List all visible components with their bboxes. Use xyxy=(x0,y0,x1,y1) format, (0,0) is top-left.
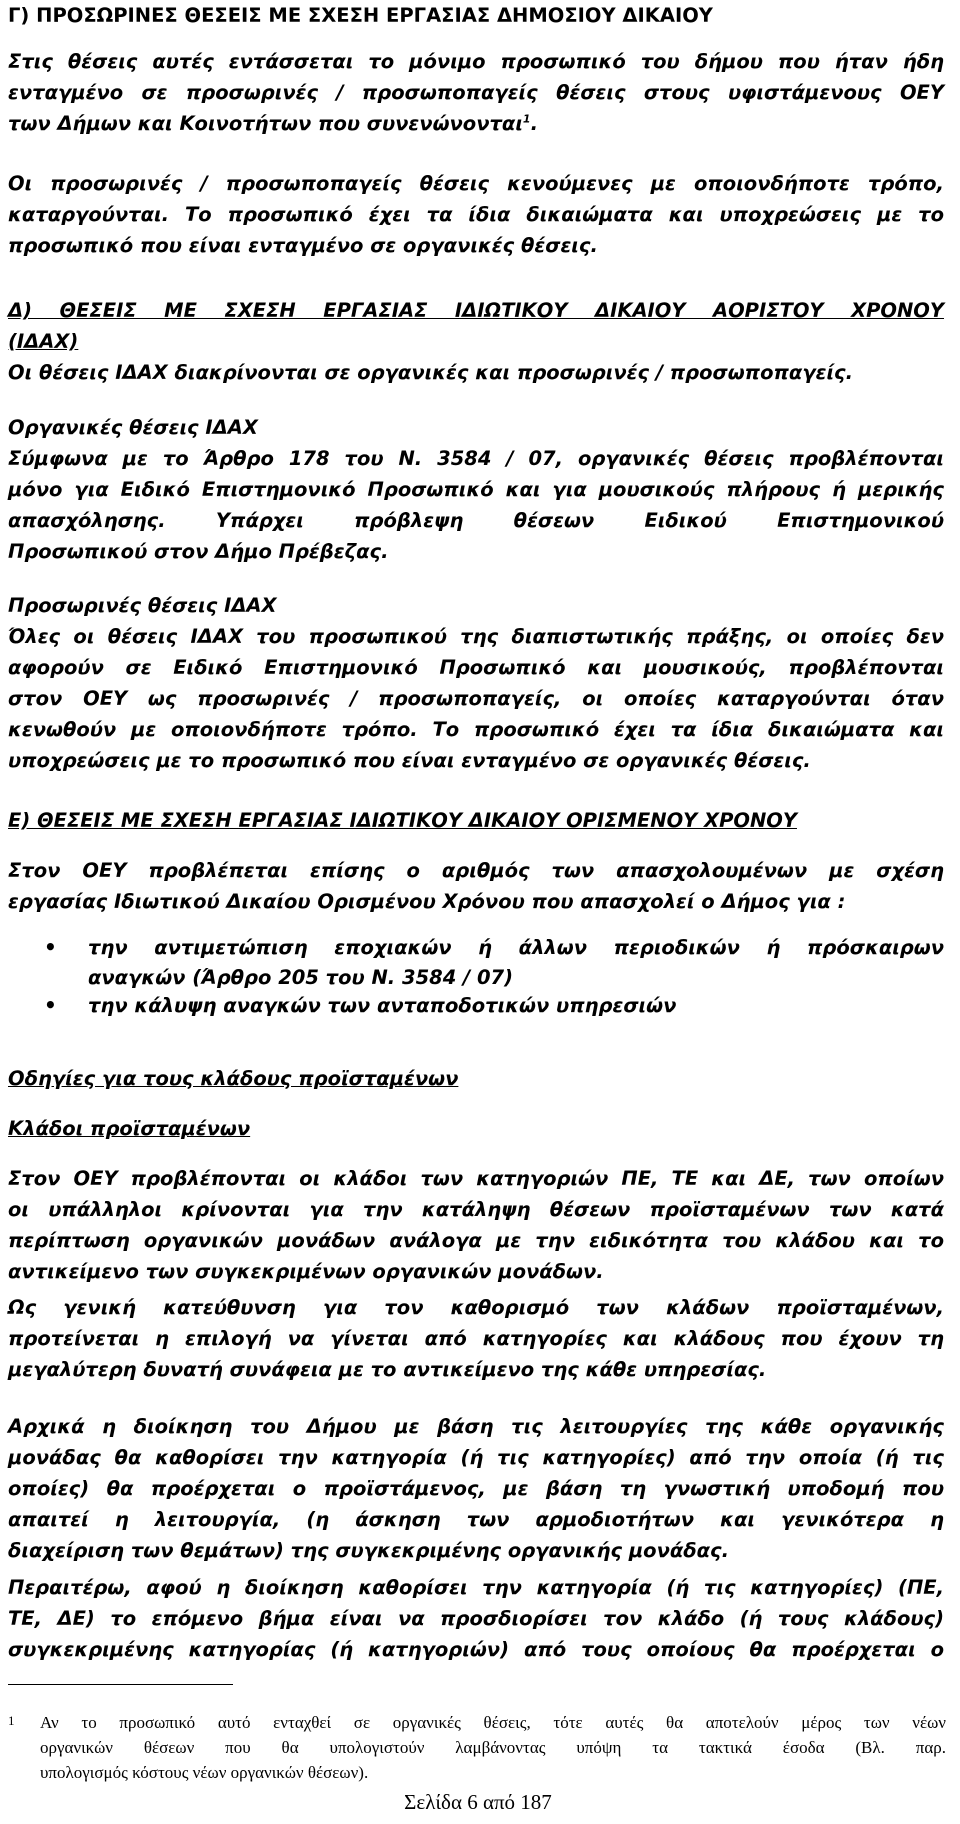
footnote-separator xyxy=(8,1684,233,1685)
bullet-item: την αντιμετώπιση εποχιακών ή άλλων περιοδικών ή πρόσκαιρων αναγκών (Άρθρο 205 του Ν. 3584 / 07) xyxy=(88,936,944,989)
section-d-intro: Οι θέσεις ΙΔΑΧ διακρίνονται σε οργανικές και προσωρινές / προσωποπαγείς. xyxy=(8,361,854,384)
footnote-reference[interactable]: 1 xyxy=(522,112,531,126)
section-d-heading: Δ) ΘΕΣΕΙΣ ΜΕ ΣΧΕΣΗ ΕΡΓΑΣΙΑΣ ΙΔΙΩΤΙΚΟΥ ΔΙΚΑΙΟΥ ΑΟΡΙΣΤΟΥ ΧΡΟΝΟΥ (ΙΔΑΧ) xyxy=(8,299,944,353)
section-e-heading: Ε) ΘΕΣΕΙΣ ΜΕ ΣΧΕΣΗ ΕΡΓΑΣΙΑΣ ΙΔΙΩΤΙΚΟΥ ΔΙΚΑΙΟΥ ΟΡΙΣΜΕΝΟΥ ΧΡΟΝΟΥ xyxy=(8,809,797,832)
page-number: Σελίδα 6 από 187 xyxy=(404,1790,552,1814)
footnote-text: Αν το προσωπικό αυτό ενταχθεί σε οργανικές θέσεις, τότε αυτές θα αποτελούν μέρος των νέων οργανικών θέσεων που θα υπολογιστούν λαμβάνοντας υπόψη τα τακτικά έσοδα (Βλ. παρ. υπολογισμός κόστους νέων οργανικών θέσεων). xyxy=(40,1713,946,1782)
bullet-item: την κάλυψη αναγκών των ανταποδοτικών υπηρεσιών xyxy=(88,994,677,1017)
temporary-positions-title: Προσωρινές θέσεις ΙΔΑΧ xyxy=(8,594,277,617)
footnote-number: 1 xyxy=(8,1713,15,1728)
organic-positions-text: Σύμφωνα με το Άρθρο 178 του Ν. 3584 / 07, οργανικές θέσεις προβλέπονται μόνο για Ειδικό Επιστημονικό Προσωπικό και για μουσικούς πλήρους ή μερικής απασχόλησης. Υπάρχει πρόβλεψη θέσεων Ειδικού Επιστημονικού Προσωπικού στον Δήμο Πρέβεζας. xyxy=(8,447,944,563)
section-g-paragraph-1: Στις θέσεις αυτές εντάσσεται το μόνιμο προσωπικό του δήμου που ήταν ήδη ενταγμένο σε προσωρινές / προσωποπαγείς θέσεις στους υφιστάμενους ΟΕΥ των Δήμων και Κοινοτήτων που συνενώνονται$^1$. xyxy=(8,50,944,135)
organic-positions-title: Οργανικές θέσεις ΙΔΑΧ xyxy=(8,416,258,439)
guidelines-paragraph-4: Περαιτέρω, αφού η διοίκηση καθορίσει την κατηγορία (ή τις κατηγορίες) (ΠΕ, ΤΕ, ΔΕ) το επόμενο βήμα είναι να προσδιορίσει τον κλάδο (ή τους κλάδους) συγκεκριμένης κατηγορίας (ή κατηγοριών) από τους οποίους θα προέρχεται ο xyxy=(8,1576,944,1661)
guidelines-title: Οδηγίες για τους κλάδους προϊσταμένων xyxy=(8,1067,459,1090)
guidelines-paragraph-3: Αρχικά η διοίκηση του Δήμου με βάση τις λειτουργίες της κάθε οργανικής μονάδας θα καθορίσει την κατηγορία (ή τις κατηγορίες) από την οποία (ή τις οποίες) θα προέρχεται ο προϊστάμενος, με βάση τη γνωστική υποδομή που απαιτεί η λειτουργία, (η άσκηση των αρμοδιοτήτων και γενικότερα η διαχείριση των θεμάτων) της συγκεκριμένης οργανικής μονάδας. xyxy=(8,1415,944,1562)
temporary-positions-text: Όλες οι θέσεις ΙΔΑΧ του προσωπικού της διαπιστωτικής πράξης, οι οποίες δεν αφορούν σε Ειδικό Επιστημονικό Προσωπικό και μουσικούς, προβλέπονται στον ΟΕΥ ως προσωρινές / προσωποπαγείς, οι οποίες καταργούνται όταν κενωθούν με οποιονδήποτε τρόπο. Το προσωπικό έχει τα ίδια δικαιώματα και υποχρεώσεις με το προσωπικό που είναι ενταγμένο σε οργανικές θέσεις. xyxy=(8,625,944,772)
section-g-paragraph-2: Οι προσωρινές / προσωποπαγείς θέσεις κενούμενες με οποιονδήποτε τρόπο, καταργούνται. Το προσωπικό έχει τα ίδια δικαιώματα και υποχρεώσεις με το προσωπικό που είναι ενταγμένο σε οργανικές θέσεις. xyxy=(8,172,944,257)
section-e-intro: Στον ΟΕΥ προβλέπεται επίσης ο αριθμός των απασχολουμένων με σχέση εργασίας Ιδιωτικού Δικαίου Ορισμένου Χρόνου που απασχολεί ο Δήμος για : xyxy=(8,859,944,913)
bullet-marker: • xyxy=(44,993,57,1017)
guidelines-paragraph-2: Ως γενική κατεύθυνση για τον καθορισμό των κλάδων προϊσταμένων, προτείνεται η επιλογή να γίνεται από κατηγορίες και κλάδους που έχουν τη μεγαλύτερη δυνατή συνάφεια με το αντικείμενο της κάθε υπηρεσίας. xyxy=(8,1296,944,1381)
guidelines-paragraph-1: Στον ΟΕΥ προβλέπονται οι κλάδοι των κατηγοριών ΠΕ, ΤΕ και ΔΕ, των οποίων οι υπάλληλοι κρίνονται για την κατάληψη θέσεων προϊσταμένων των κατά περίπτωση οργανικών μονάδων ανάλογα με την ειδικότητα του κλάδου και το αντικείμενο των συγκεκριμένων οργανικών μονάδων. xyxy=(8,1167,944,1283)
bullet-marker: • xyxy=(44,935,57,959)
section-g-heading: Γ) ΠΡΟΣΩΡΙΝΕΣ ΘΕΣΕΙΣ ΜΕ ΣΧΕΣΗ ΕΡΓΑΣΙΑΣ ΔΗΜΟΣΙΟΥ ΔΙΚΑΙΟΥ xyxy=(8,4,713,27)
guidelines-subtitle: Κλάδοι προϊσταμένων xyxy=(8,1117,251,1140)
